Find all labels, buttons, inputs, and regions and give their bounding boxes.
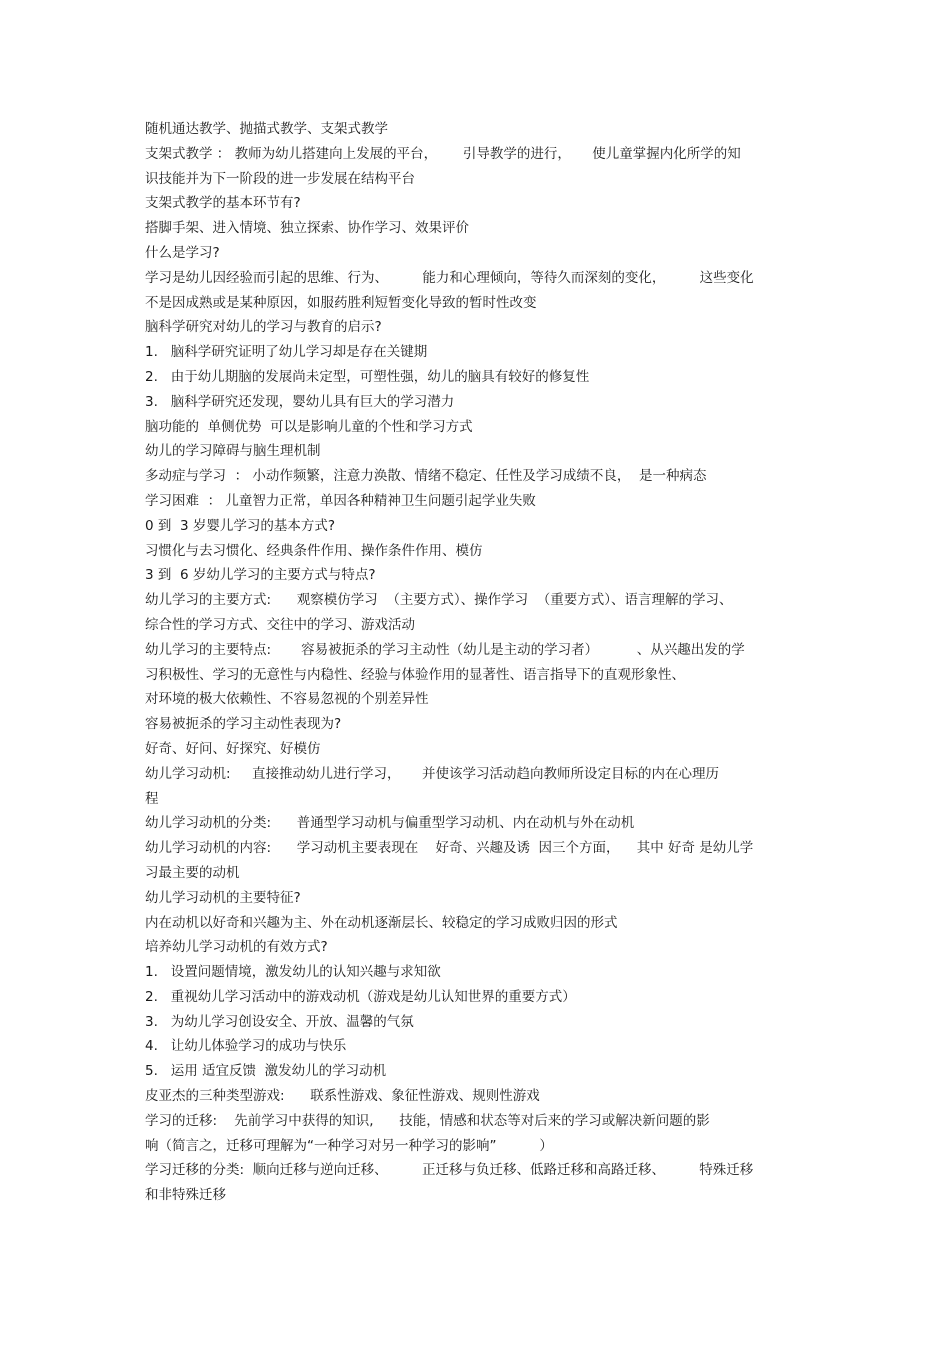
text-line: 3. 脑科学研究还发现，婴幼儿具有巨大的学习潜力: [145, 393, 455, 410]
text-line: 4. 让幼儿体验学习的成功与快乐: [145, 1038, 347, 1055]
text-line: 幼儿学习动机的主要特征?: [145, 889, 301, 906]
text-line: 2. 重视幼儿学习活动中的游戏动机（游戏是幼儿认知世界的重要方式）: [145, 988, 576, 1005]
text-line: 5. 运用 适宜反馈 激发幼儿的学习动机: [145, 1063, 387, 1080]
text-line: 支架式教学 ： 教师为幼儿搭建向上发展的平台， 引导教学的进行， 使儿童掌握内化所学的知: [145, 145, 741, 162]
text-line: 好奇、好问、好探究、好模仿: [145, 740, 321, 757]
text-line: 培养幼儿学习动机的有效方式?: [145, 939, 328, 956]
text-line: 2. 由于幼儿期脑的发展尚未定型，可塑性强，幼儿的脑具有较好的修复性: [145, 368, 590, 385]
text-line: 学习迁移的分类: 顺向迁移与逆向迁移、 正迁移与负迁移、低路迁移和高路迁移、 特殊迁移: [145, 1162, 754, 1179]
text-line: 容易被扼杀的学习主动性表现为?: [145, 716, 342, 733]
document-body: [145, 117, 805, 1208]
text-line: 皮亚杰的三种类型游戏: 联系性游戏、象征性游戏、规则性游戏: [145, 1088, 540, 1105]
text-line: 幼儿学习的主要方式: 观察模仿学习 （主要方式）、操作学习 （重要方式）、语言理解的学习、: [145, 592, 733, 609]
text-line: 幼儿学习的主要特点: 容易被扼杀的学习主动性（幼儿是主动的学习者） 、从兴趣出发的学: [145, 641, 745, 658]
text-line: 支架式教学的基本环节有?: [145, 195, 301, 212]
text-line: 习最主要的动机: [145, 864, 240, 881]
text-line: 幼儿学习动机: 直接推动幼儿进行学习， 并使该学习活动趋向教师所设定目标的内在心理历: [145, 765, 719, 782]
text-line: 学习的迁移: 先前学习中获得的知识, 技能，情感和状态等对后来的学习或解决新问题的影: [145, 1112, 710, 1129]
text-line: 搭脚手架、进入情境、独立探索、协作学习、效果评价: [145, 220, 469, 237]
text-line: 综合性的学习方式、交往中的学习、游戏活动: [145, 616, 415, 633]
text-line: 和非特殊迁移: [145, 1187, 226, 1204]
text-line: 0 到 3 岁婴儿学习的基本方式?: [145, 517, 336, 534]
text-line: 学习困难 ： 儿童智力正常，单因各种精神卫生问题引起学业失败: [145, 492, 536, 509]
text-line: 习惯化与去习惯化、经典条件作用、操作条件作用、模仿: [145, 542, 483, 559]
text-line: 幼儿学习动机的内容: 学习动机主要表现在 好奇、兴趣及诱 因三个方面， 其中 好奇 是幼儿学: [145, 840, 754, 857]
text-line: 1. 设置问题情境，激发幼儿的认知兴趣与求知欲: [145, 964, 441, 981]
text-line: 幼儿学习动机的分类: 普通型学习动机与偏重型学习动机、内在动机与外在动机: [145, 815, 635, 832]
text-line: 学习是幼儿因经验而引起的思维、行为、 能力和心理倾向，等待久而深刻的变化， 这些变化: [145, 269, 754, 286]
text-line: 随机通达教学、抛描式教学、支架式教学: [145, 121, 388, 137]
text-line: 识技能并为下一阶段的进一步发展在结构平台: [145, 170, 415, 187]
text-line: 内在动机以好奇和兴趣为主、外在动机逐渐层长、较稳定的学习成败归因的形式: [145, 914, 618, 931]
text-line: 多动症与学习 ： 小动作频繁，注意力涣散、情绪不稳定、任性及学习成绩不良， 是一种病态: [145, 468, 707, 485]
text-line: 习积极性、学习的无意性与内稳性、经验与体验作用的显著性、语言指导下的直观形象性、: [145, 666, 685, 683]
text-line: 不是因成熟或是某种原因，如服药胜利短暂变化导致的暂时性改变: [145, 294, 537, 311]
text-line: 什么是学习?: [145, 244, 220, 261]
text-line: 幼儿的学习障碍与脑生理机制: [145, 443, 321, 460]
text-line: 1. 脑科学研究证明了幼儿学习却是存在关键期: [145, 344, 428, 361]
text-line: 脑科学研究对幼儿的学习与教育的启示?: [145, 319, 382, 336]
text-line: 3. 为幼儿学习创设安全、开放、温馨的气氛: [145, 1013, 414, 1030]
text-line: 对环境的极大依赖性、不容易忽视的个别差异性: [145, 691, 429, 708]
text-line: 程: [145, 790, 159, 807]
text-line: 脑功能的 单侧优势 可以是影响儿童的个性和学习方式: [145, 418, 473, 435]
text-line: 响（简言之，迁移可理解为“一种学习对另一种学习的影响” ）: [145, 1137, 553, 1154]
text-line: 3 到 6 岁幼儿学习的主要方式与特点?: [145, 567, 376, 584]
